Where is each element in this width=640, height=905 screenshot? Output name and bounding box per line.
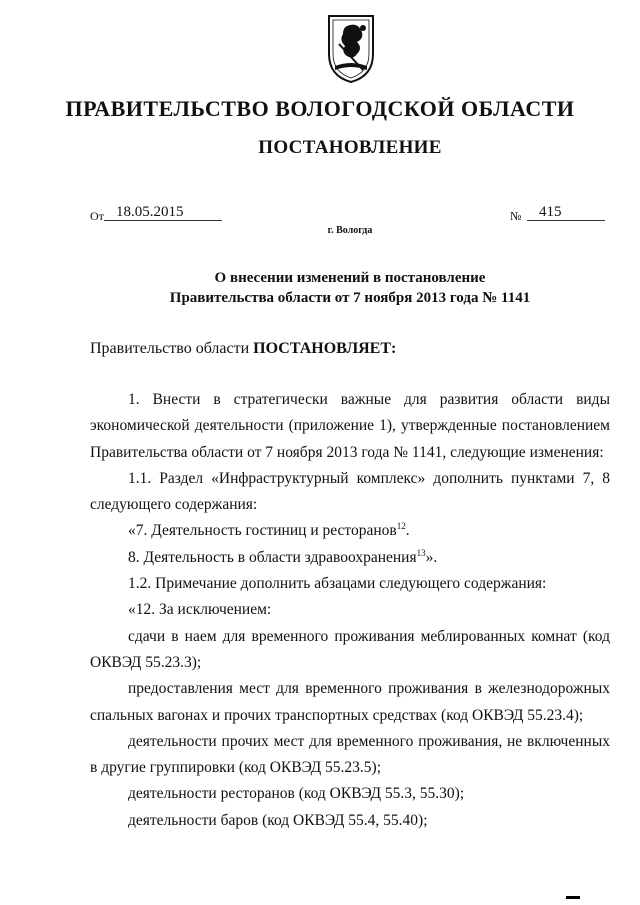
preamble <box>90 340 396 358</box>
document-number: 415 <box>527 204 605 221</box>
paragraph: 1.1. Раздел «Инфраструктурный комплекс» дополнить пунктами 7, 8 следующего содержания: <box>90 469 610 514</box>
paragraph-end: ». <box>425 548 438 566</box>
paragraph: сдачи в наем для временного проживания меблированных комнат (код ОКВЭД 55.23.3); <box>90 627 610 671</box>
coat-of-arms-icon <box>327 14 375 84</box>
preamble-text: Правительство области <box>90 340 254 357</box>
paragraph: деятельности ресторанов (код ОКВЭД 55.3, 55.30); <box>128 785 465 803</box>
paragraph <box>90 545 610 571</box>
footnote-ref: 13 <box>416 547 426 558</box>
paragraph-end: . <box>405 522 410 540</box>
scan-mark <box>566 896 580 899</box>
paragraph: деятельности прочих мест для временного проживания, не включенных в другие группировки (код ОКВЭД 55.23.5); <box>90 732 610 777</box>
document-body <box>90 387 610 834</box>
number-label: № <box>510 209 522 223</box>
paragraph: деятельности баров (код ОКВЭД 55.4, 55.40); <box>128 811 428 829</box>
paragraph: предоставления мест для временного проживания в железнодорожных спальных вагонах и прочих транспортных средствах (код ОКВЭД 55.23.4); <box>90 680 610 724</box>
paragraph: «12. За исключением: <box>128 601 272 619</box>
date-label: От <box>90 209 104 223</box>
paragraph-text: «7. Деятельность гостиниц и ресторанов <box>128 522 397 540</box>
preamble-decree: ПОСТАНОВЛЯЕТ: <box>253 340 397 357</box>
footnote-ref: 12 <box>396 521 406 532</box>
government-title: ПРАВИТЕЛЬСТВО ВОЛОГОДСКОЙ ОБЛАСТИ <box>65 96 575 121</box>
document-date: 18.05.2015 <box>104 204 222 221</box>
subject-line-2: Правительства области от 7 ноября 2013 года № 1141 <box>169 290 531 306</box>
document-subject <box>0 268 640 308</box>
paragraph <box>90 518 610 544</box>
paragraph: 1. Внести в стратегически важные для развития области виды экономической деятельности (приложение 1), утвержденные постановлением Правительства области от 7 ноября 2013 года № 1141, следующие изменения: <box>90 391 610 461</box>
paragraph-text: 8. Деятельность в области здравоохранения <box>128 548 417 566</box>
subject-line-1: О внесении изменений в постановление <box>214 270 486 286</box>
city-label: г. Вологда <box>327 225 373 236</box>
document-type: ПОСТАНОВЛЕНИЕ <box>258 137 442 158</box>
paragraph: 1.2. Примечание дополнить абзацами следующего содержания: <box>128 575 547 593</box>
